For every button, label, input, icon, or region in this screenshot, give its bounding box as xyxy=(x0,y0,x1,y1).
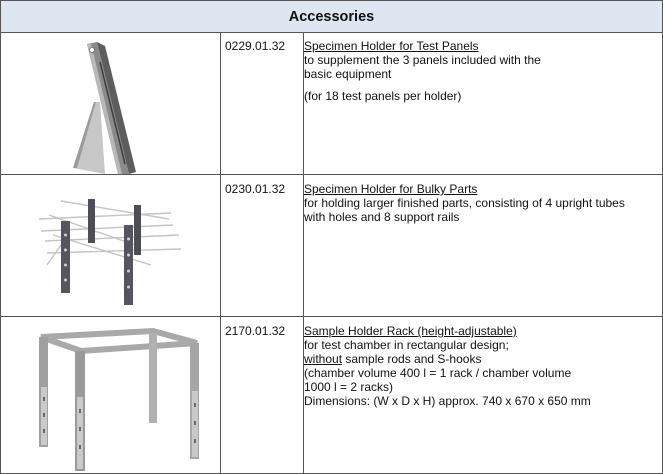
article-number: 0229.01.32 xyxy=(221,32,304,174)
description-line: Dimensions: (W x D x H) approx. 740 x 670 x 650 mm xyxy=(304,394,591,408)
table-row xyxy=(0,317,663,474)
table-row xyxy=(0,175,663,317)
description-fragment: sample rods and S-hooks xyxy=(342,352,482,366)
description-line: basic equipment xyxy=(304,67,392,81)
product-image-cell xyxy=(1,317,221,473)
item-title: Specimen Holder for Test Panels xyxy=(304,39,479,53)
sample-holder-rack-image xyxy=(1,317,220,473)
item-description xyxy=(300,317,662,473)
item-title: Specimen Holder for Bulky Parts xyxy=(304,182,478,196)
article-number: 0230.01.32 xyxy=(221,175,304,316)
description-line: for holding larger finished parts, consisting of 4 upright tubes xyxy=(304,196,625,210)
item-title: Sample Holder Rack (height-adjustable) xyxy=(304,324,517,338)
table-header xyxy=(0,0,663,33)
description-line: (chamber volume 400 l = 1 rack / chamber volume xyxy=(304,366,572,380)
article-number: 2170.01.32 xyxy=(221,317,304,473)
specimen-holder-bulky-image xyxy=(1,175,220,316)
description-line: for test chamber in rectangular design; xyxy=(304,338,509,352)
underlined-word: without xyxy=(304,352,343,366)
description-note: (for 18 test panels per holder) xyxy=(304,89,462,103)
item-description xyxy=(300,175,662,316)
description-line-mixed xyxy=(304,352,662,366)
description-line: with holes and 8 support rails xyxy=(304,210,460,224)
table-header-title: Accessories xyxy=(288,8,375,25)
description-line: to supplement the 3 panels included with the xyxy=(304,53,541,67)
product-image-cell xyxy=(1,32,221,174)
description-line: 1000 l = 2 racks) xyxy=(304,380,394,394)
item-description xyxy=(300,32,662,174)
specimen-holder-panels-image xyxy=(1,32,220,174)
product-image-cell xyxy=(1,175,221,316)
table-row xyxy=(0,32,663,175)
